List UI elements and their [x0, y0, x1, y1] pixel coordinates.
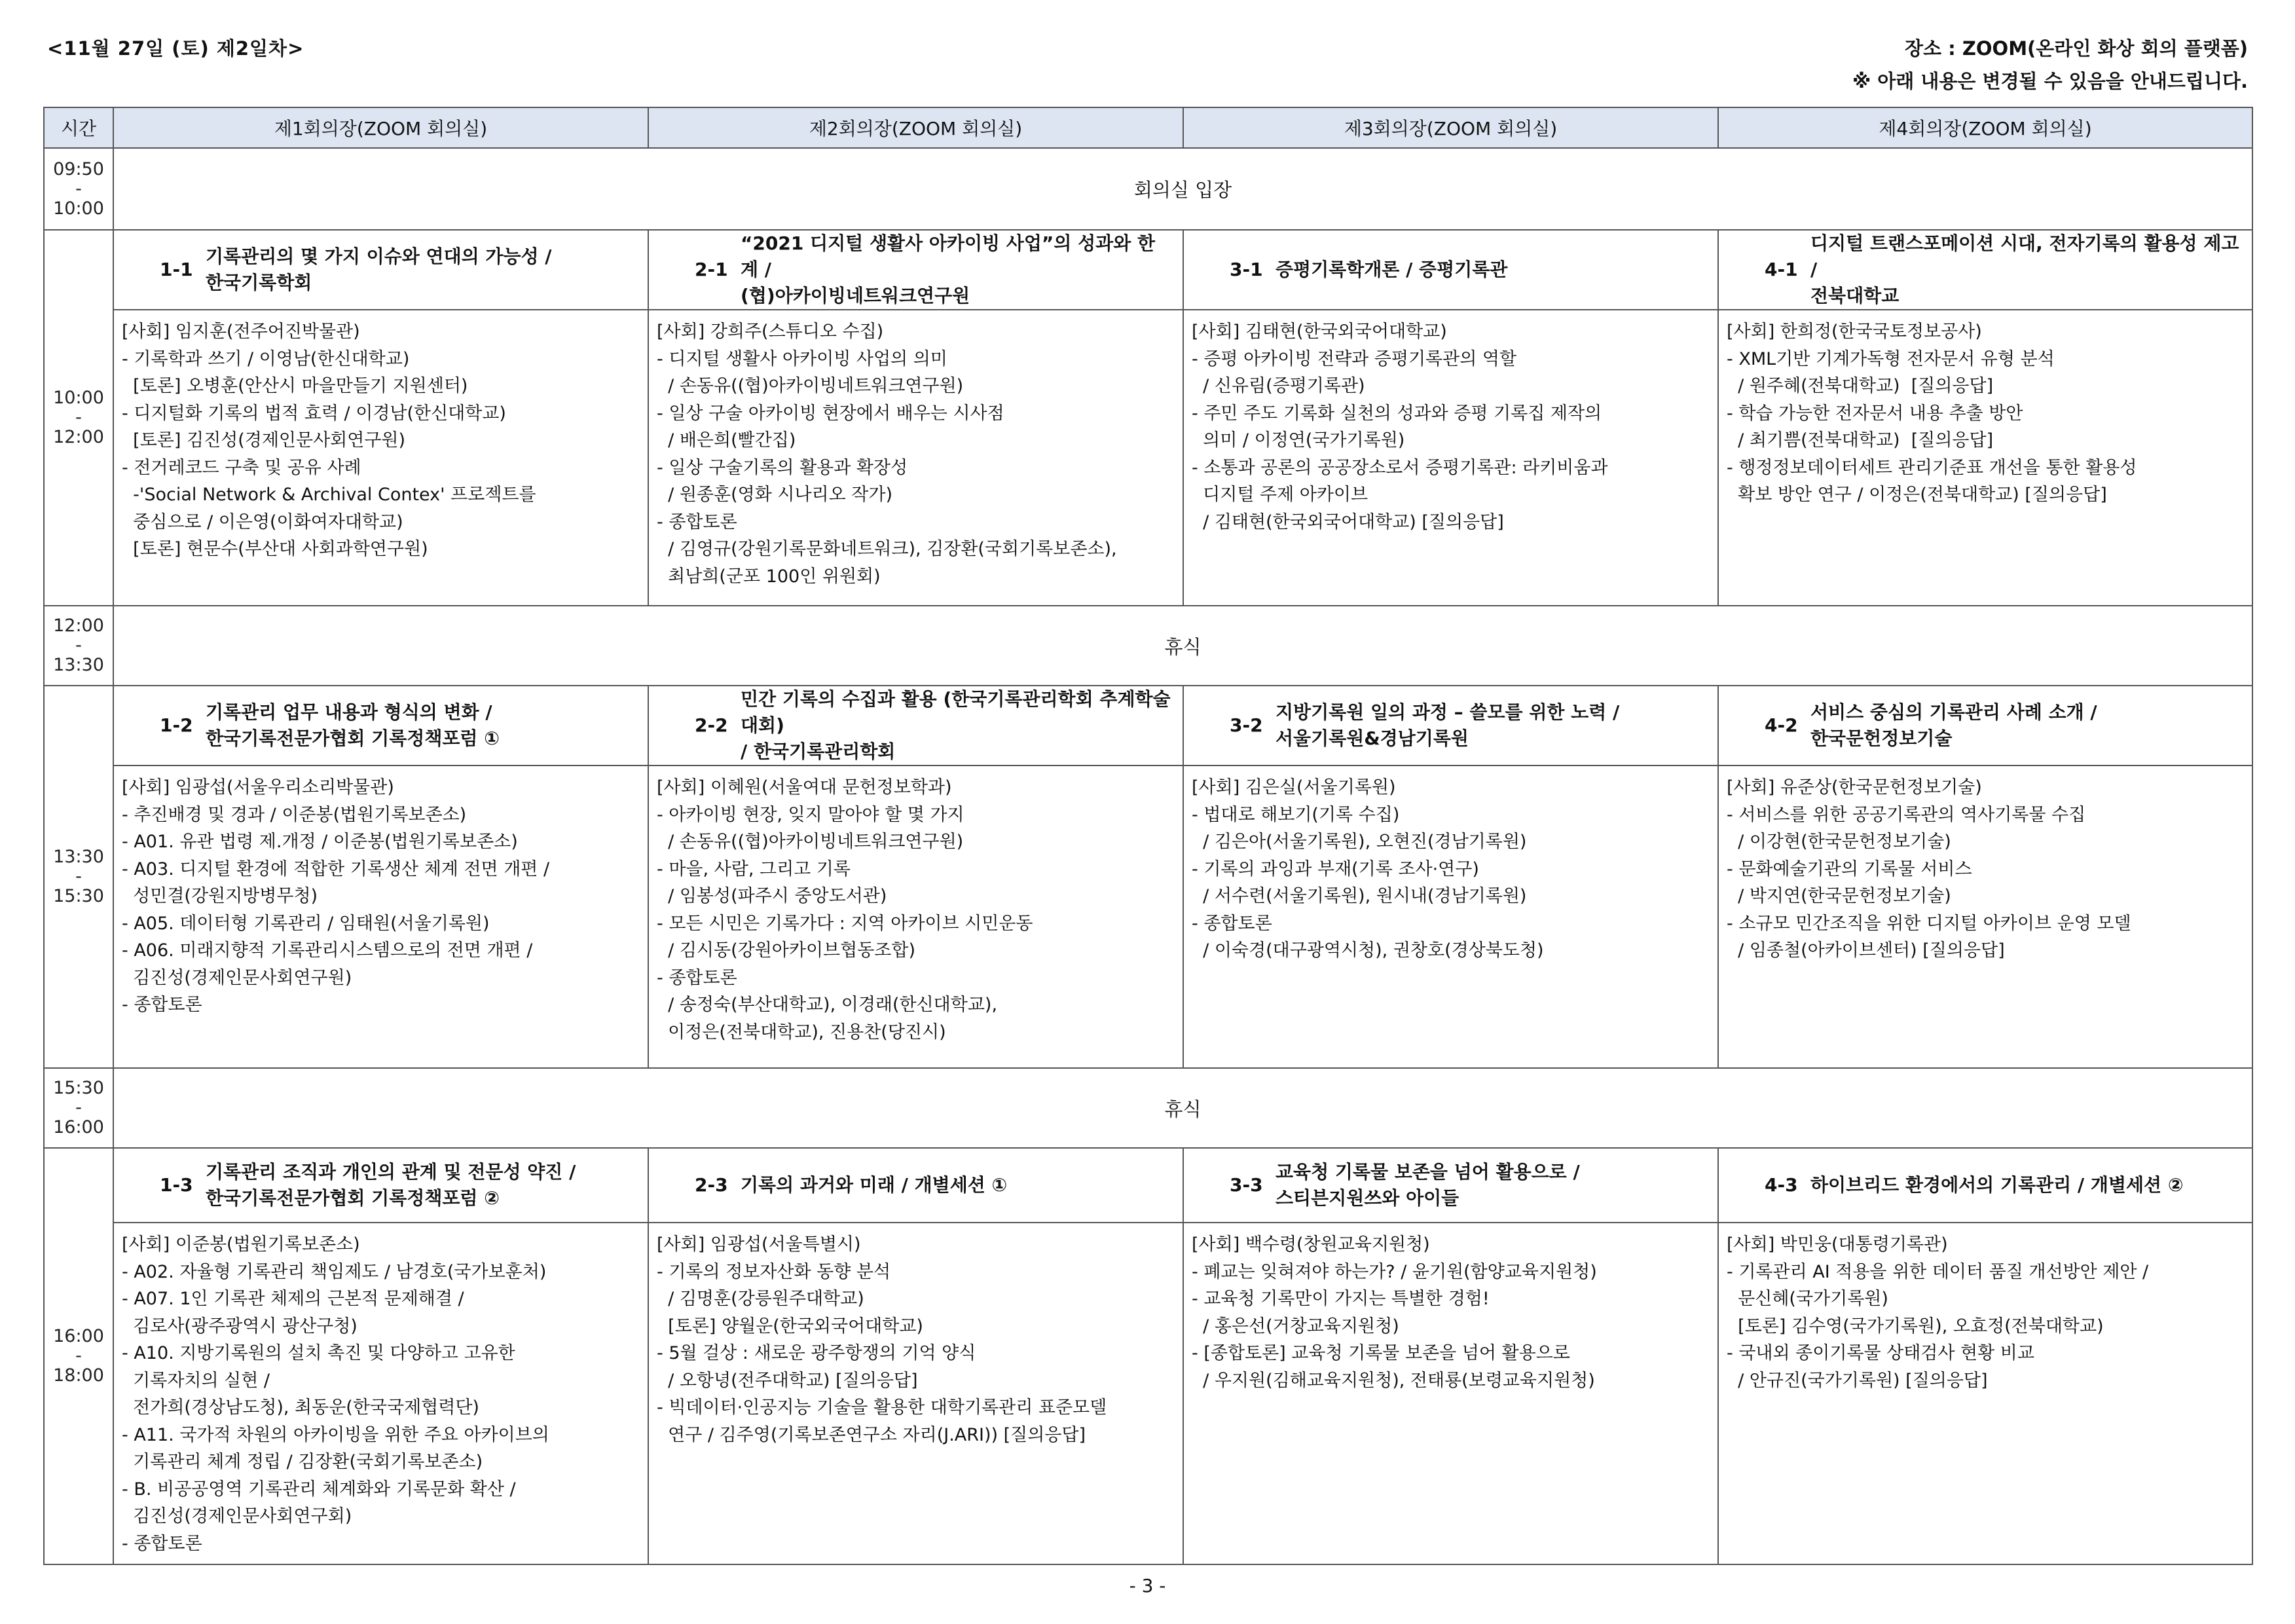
session-title-row [44, 686, 2252, 766]
session-program: [사회] 한희정(한국국토정보공사) - XML기반 기계가독형 전자문서 유형 분석 / 원주혜(전북대학교) [질의응답] - 학습 가능한 전자문서 내용 추출 방안 / 최기쁨(전북대학교) [질의응답] - 행정정보데이터세트 관리기준표 개선을 통한 활용성 확보 방안 연구 / 이정은(전북대학교) [질의응답] [1718, 310, 2252, 606]
session-title: 4-1 디지털 트랜스포메이션 시대, 전자기록의 활용성 제고 / 전북대학교 [1718, 230, 2252, 310]
session-program: [사회] 박민웅(대통령기록관) - 기록관리 AI 적용을 위한 데이터 품질 개선방안 제안 / 문신혜(국가기록원) [토론] 김수영(국가기록원), 오효정(전북대학교) - 국내외 종이기록물 상태검사 현황 비교 / 안규진(국가기록원) [질의응답] [1718, 1223, 2252, 1564]
session-title: 1-1 기록관리의 몇 가지 이슈와 연대의 가능성 / 한국기록학회 [113, 230, 648, 310]
session-title: 3-3 교육청 기록물 보존을 넘어 활용으로 / 스티븐지원쓰와 아이들 [1183, 1148, 1718, 1223]
break-label: 휴식 [113, 1068, 2252, 1148]
session-title-row [44, 230, 2252, 310]
time-slot: 09:50 - 10:00 [44, 148, 113, 230]
change-notice: ※ 아래 내용은 변경될 수 있음을 안내드립니다. [1852, 70, 2248, 92]
col-header-room-1: 제1회의장(ZOOM 회의실) [113, 107, 648, 148]
session-title-row [44, 1148, 2252, 1223]
session-title: 3-2 지방기록원 일의 과정 – 쓸모를 위한 노력 / 서울기록원&경남기록원 [1183, 686, 1718, 766]
break-label: 휴식 [113, 606, 2252, 686]
schedule-table [43, 107, 2253, 1565]
session-title: 2-2 민간 기록의 수집과 활용 (한국기록관리학회 추계학술대회) / 한국기록관리학회 [648, 686, 1183, 766]
break-row [44, 606, 2252, 686]
session-program: [사회] 임광섭(서울우리소리박물관) - 추진배경 및 경과 / 이준봉(법원기록보존소) - A01. 유관 법령 제.개정 / 이준봉(법원기록보존소) - A03. 디지털 환경에 적합한 기록생산 체계 전면 개편 / 성민결(강원지방병무청) - A05. 데이터형 기록관리 / 임태원(서울기록원) - A06. 미래지향적 기록관리시스템으로의 전면 개편 / 김진성(경제인문사회연구원) - 종합토론 [113, 766, 648, 1068]
session-title: 1-2 기록관리 업무 내용과 형식의 변화 / 한국기록전문가협회 기록정책포럼 ① [113, 686, 648, 766]
session-program: [사회] 이혜원(서울여대 문헌정보학과) - 아카이빙 현장, 잊지 말아야 할 몇 가지 / 손동유((협)아카이빙네트워크연구원) - 마을, 사람, 그리고 기록 / 임봉성(파주시 중앙도서관) - 모든 시민은 기록가다 : 지역 아카이브 시민운동 / 김시동(강원아카이브협동조합) - 종합토론 / 송정숙(부산대학교), 이경래(한신대학교), 이정은(전북대학교), 진용찬(당진시) [648, 766, 1183, 1068]
entrance-label: 회의실 입장 [113, 148, 2252, 230]
session-program: [사회] 임광섭(서울특별시) - 기록의 정보자산화 동향 분석 / 김명훈(강릉원주대학교) [토론] 양월운(한국외국어대학교) - 5월 걸상 : 새로운 광주항쟁의 기억 양식 / 오항녕(전주대학교) [질의응답] - 빅데이터·인공지능 기술을 활용한 대학기록관리 표준모델 연구 / 김주영(기록보존연구소 자리(J.ARI)) [질의응답] [648, 1223, 1183, 1564]
session-title: 2-1 “2021 디지털 생활사 아카이빙 사업”의 성과와 한계 / (협)아카이빙네트워크연구원 [648, 230, 1183, 310]
time-slot: 16:00 - 18:00 [44, 1148, 113, 1564]
session-body-row [44, 766, 2252, 1068]
session-program: [사회] 유준상(한국문헌정보기술) - 서비스를 위한 공공기록관의 역사기록물 수집 / 이강현(한국문헌정보기술) - 문화예술기관의 기록물 서비스 / 박지연(한국문헌정보기술) - 소규모 민간조직을 위한 디지털 아카이브 운영 모델 / 임종철(아카이브센터) [질의응답] [1718, 766, 2252, 1068]
entrance-row [44, 148, 2252, 230]
session-title: 1-3 기록관리 조직과 개인의 관계 및 전문성 약진 / 한국기록전문가협회 기록정책포럼 ② [113, 1148, 648, 1223]
session-title: 4-3 하이브리드 환경에서의 기록관리 / 개별세션 ② [1718, 1148, 2252, 1223]
venue-info: 장소 : ZOOM(온라인 화상 회의 플랫폼) [1905, 37, 2248, 60]
session-title: 3-1 증평기록학개론 / 증평기록관 [1183, 230, 1718, 310]
session-program: [사회] 강희주(스튜디오 수집) - 디지털 생활사 아카이빙 사업의 의미 / 손동유((협)아카이빙네트워크연구원) - 일상 구술 아카이빙 현장에서 배우는 시사점 / 배은희(빨간집) - 일상 구술기록의 활용과 확장성 / 원종훈(영화 시나리오 작가) - 종합토론 / 김영규(강원기록문화네트워크), 김장환(국회기록보존소), 최남희(군포 100인 위원회) [648, 310, 1183, 606]
time-slot: 15:30 - 16:00 [44, 1068, 113, 1148]
session-title: 4-2 서비스 중심의 기록관리 사례 소개 / 한국문헌정보기술 [1718, 686, 2252, 766]
session-body-row [44, 310, 2252, 606]
schedule-day-title: <11월 27일 (토) 제2일차> [47, 37, 304, 60]
session-body-row [44, 1223, 2252, 1564]
page-number: - 3 - [1129, 1575, 1166, 1596]
header-row [44, 107, 2252, 148]
col-header-room-3: 제3회의장(ZOOM 회의실) [1183, 107, 1718, 148]
session-program: [사회] 김은실(서울기록원) - 법대로 해보기(기록 수집) / 김은아(서울기록원), 오현진(경남기록원) - 기록의 과잉과 부재(기록 조사·연구) / 서수련(서울기록원), 원시내(경남기록원) - 종합토론 / 이숙경(대구광역시청), 권창호(경상북도청) [1183, 766, 1718, 1068]
session-program: [사회] 임지훈(전주어진박물관) - 기록학과 쓰기 / 이영남(한신대학교) [토론] 오병훈(안산시 마을만들기 지원센터) - 디지털화 기록의 법적 효력 / 이경남(한신대학교) [토론] 김진성(경제인문사회연구원) - 전거레코드 구축 및 공유 사례 -'Social Network & Archival Contex' 프로젝트를 중심으로 / 이은영(이화여자대학교) [토론] 현문수(부산대 사회과학연구원) [113, 310, 648, 606]
session-program: [사회] 이준봉(법원기록보존소) - A02. 자율형 기록관리 책임제도 / 남경호(국가보훈처) - A07. 1인 기록관 체제의 근본적 문제해결 / 김로사(광주광역시 광산구청) - A10. 지방기록원의 설치 촉진 및 다양하고 고유한 기록자치의 실현 / 전가희(경상남도청), 최동운(한국국제협력단) - A11. 국가적 차원의 아카이빙을 위한 주요 아카이브의 기록관리 체계 정립 / 김장환(국회기록보존소) - B. 비공공영역 기록관리 체계화와 기록문화 확산 / 김진성(경제인문사회연구회) - 종합토론 [113, 1223, 648, 1564]
session-program: [사회] 김태현(한국외국어대학교) - 증평 아카이빙 전략과 증평기록관의 역할 / 신유림(증평기록관) - 주민 주도 기록화 실천의 성과와 증평 기록집 제작의 의미 / 이정연(국가기록원) - 소통과 공론의 공공장소로서 증평기록관: 라키비움과 디지털 주제 아카이브 / 김태현(한국외국어대학교) [질의응답] [1183, 310, 1718, 606]
break-row [44, 1068, 2252, 1148]
session-title: 2-3 기록의 과거와 미래 / 개별세션 ① [648, 1148, 1183, 1223]
col-header-room-4: 제4회의장(ZOOM 회의실) [1718, 107, 2252, 148]
col-header-room-2: 제2회의장(ZOOM 회의실) [648, 107, 1183, 148]
time-slot: 10:00 - 12:00 [44, 230, 113, 606]
session-program: [사회] 백수령(창원교육지원청) - 폐교는 잊혀져야 하는가? / 윤기원(함양교육지원청) - 교육청 기록만이 가지는 특별한 경험! / 홍은선(거창교육지원청) - [종합토론] 교육청 기록물 보존을 넘어 활용으로 / 우지원(김해교육지원청), 전태룡(보령교육지원청) [1183, 1223, 1718, 1564]
time-slot: 13:30 - 15:30 [44, 686, 113, 1068]
col-header-time: 시간 [44, 107, 113, 148]
time-slot: 12:00 - 13:30 [44, 606, 113, 686]
